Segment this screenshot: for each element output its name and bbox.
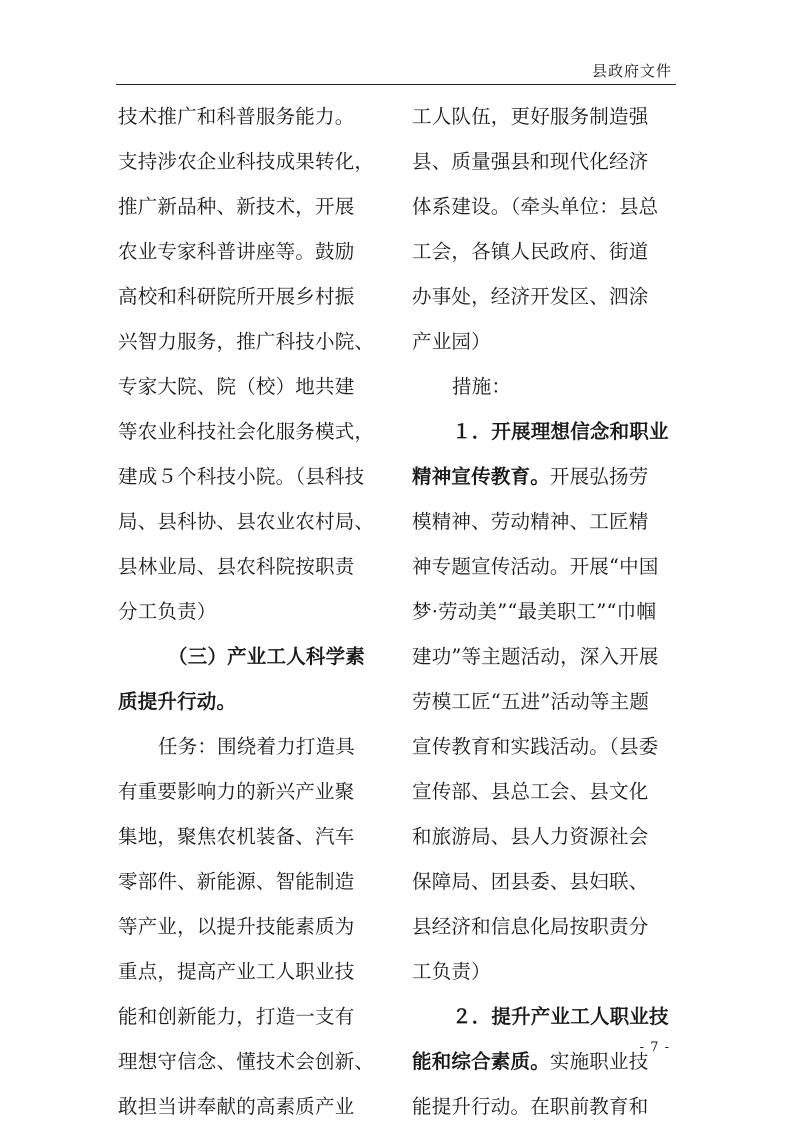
text-line: 技术推广和科普服务能力。 [118,105,355,128]
right-column [412,94,682,1129]
text-line: 能和创新能力，打造一支有 [118,1005,355,1028]
text-line: 分工负责） [118,600,217,623]
text-line: 敢担当讲奉献的高素质产业 [118,1095,355,1118]
page-number: - 7 - [639,1040,670,1055]
text-line: 有重要影响力的新兴产业聚 [118,780,355,803]
text-segment: 开展弘扬劳 [549,465,649,488]
measure-heading-tail: 精神宣传教育。 [412,465,550,488]
header-title: 县政府文件 [591,62,672,80]
text-line: 县经济和信息化局按职责分 [412,915,649,938]
text-line: 兴智力服务，推广科技小院、 [118,330,375,353]
text-line: 建功”等主题活动，深入开展 [412,645,659,668]
text-line: 措施： [452,375,512,398]
text-line: 和旅游局、县人力资源社会 [412,825,649,848]
text-line: 推广新品种、新技术，开展 [118,195,355,218]
left-column [118,94,388,1129]
text-line [412,454,682,499]
text-line: 重点，提高产业工人职业技 [118,960,355,983]
text-line: 专家大院、院（校）地共建 [118,375,355,398]
measure-heading-tail: 能和综合素质。 [412,1050,550,1073]
text-line: 县林业局、县农科院按职责 [118,555,355,578]
text-line: 工人队伍，更好服务制造强 [412,105,649,128]
text-line: 集地，聚焦农机装备、汽车 [118,825,355,848]
text-line: 理想守信念、懂技术会创新、 [118,1050,375,1073]
text-line: 农业专家科普讲座等。鼓励 [118,240,355,263]
measure-heading: ２．提升产业工人职业技 [452,1005,669,1028]
text-line: 保障局、团县委、县妇联、 [412,870,649,893]
text-line: 建成５个科技小院。（县科技 [118,465,365,488]
text-line: 高校和科研院所开展乡村振 [118,285,355,308]
text-line: 劳模工匠“五进”活动等主题 [412,690,650,713]
text-line: 神专题宣传活动。开展“中国 [412,555,659,578]
text-line: 体系建设。（牵头单位：县总 [412,195,659,218]
text-line: 支持涉农企业科技成果转化， [118,150,375,173]
text-line: 梦·劳动美”“最美职工”“巾帼 [412,600,657,623]
text-line: 工负责） [412,960,491,983]
section-heading: 质提升行动。 [118,690,237,713]
text-line: 产业园） [412,330,491,353]
text-line: 能提升行动。在职前教育和 [412,1095,649,1118]
text-segment: 实施职业技 [549,1050,649,1073]
text-line: 局、县科协、县农业农村局、 [118,510,375,533]
text-line: 工会，各镇人民政府、街道 [412,240,649,263]
measure-heading: １．开展理想信念和职业 [452,420,669,443]
text-line: 等产业，以提升技能素质为 [118,915,355,938]
text-line: 任务：围绕着力打造具 [158,735,356,758]
text-line: 宣传教育和实践活动。（县委 [412,735,659,758]
page-header [116,58,676,85]
text-line: 宣传部、县总工会、县文化 [412,780,649,803]
text-line: 办事处，经济开发区、泗涂 [412,285,649,308]
text-line: 模精神、劳动精神、工匠精 [412,510,649,533]
section-heading: （三）产业工人科学素 [168,645,366,668]
text-line: 县、质量强县和现代化经济 [412,150,649,173]
text-line: 零部件、新能源、智能制造 [118,870,355,893]
text-line: 等农业科技社会化服务模式， [118,420,375,443]
